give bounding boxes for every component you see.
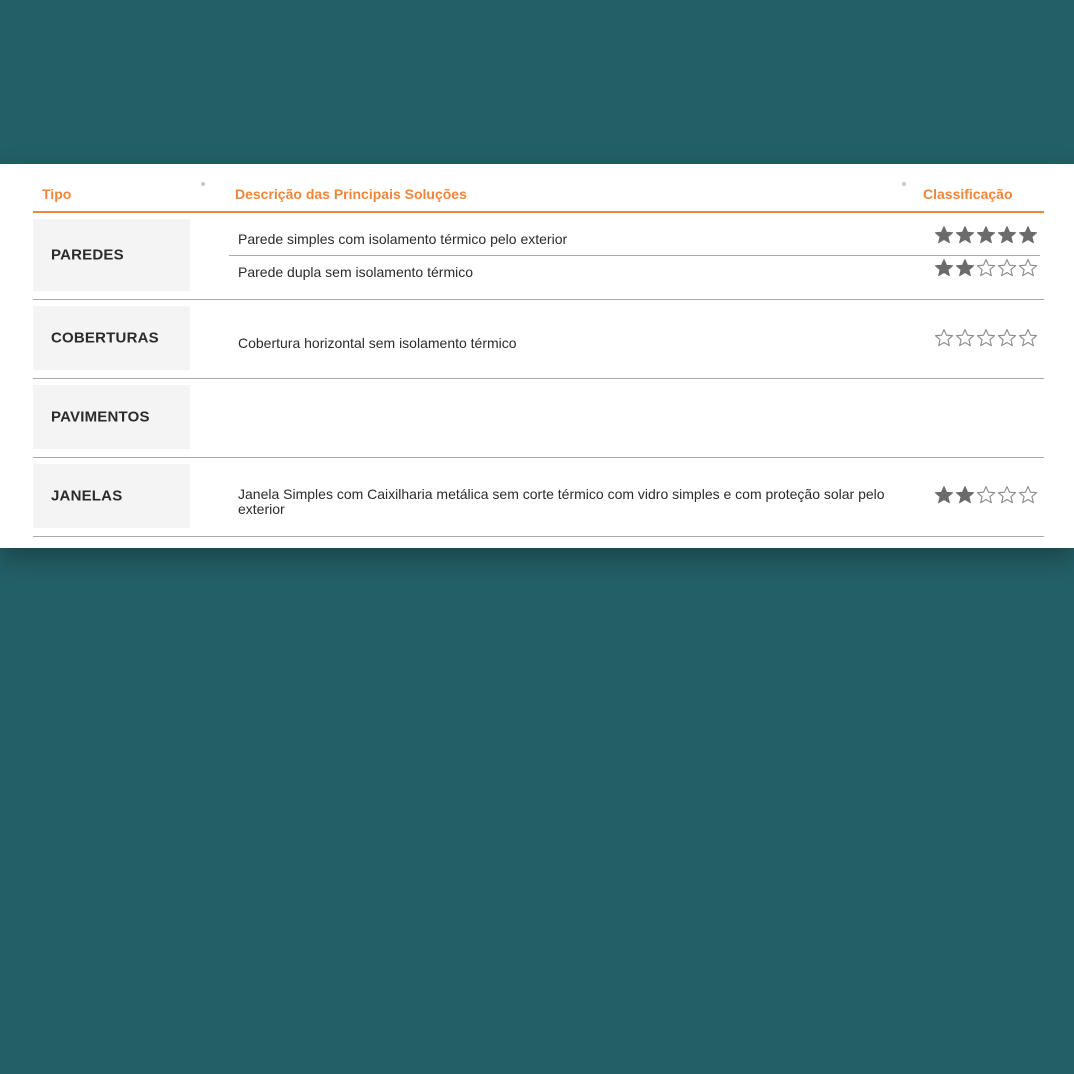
star-empty-icon [1018,258,1038,278]
table-row-coberturas [33,300,1044,379]
solution-description: Cobertura horizontal sem isolamento térmico [238,335,517,351]
star-filled-icon [934,225,954,245]
column-header-tipo[interactable]: Tipo [42,186,72,202]
row-divider [229,255,1040,256]
column-header-classificacao[interactable]: Classificação [923,186,1013,202]
star-filled-icon [976,225,996,245]
type-label: PAVIMENTOS [51,408,150,426]
solution-description: Janela Simples com Caixilharia metálica sem corte térmico com vidro simples e com proteção solar pelo exterior [238,486,885,517]
star-rating [934,485,1038,505]
star-filled-icon [997,225,1017,245]
star-filled-icon [934,485,954,505]
solution-description: Parede dupla sem isolamento térmico [238,264,474,280]
column-header-descricao[interactable]: Descrição das Principais Soluções [235,186,467,202]
star-filled-icon [955,485,975,505]
solutions-table [33,164,1044,537]
type-label: JANELAS [51,487,123,505]
star-filled-icon [1018,225,1038,245]
star-filled-icon [955,225,975,245]
star-empty-icon [997,258,1017,278]
star-empty-icon [997,328,1017,348]
type-cell [33,219,190,291]
sort-indicator-icon [201,182,205,186]
star-empty-icon [997,485,1017,505]
star-filled-icon [955,258,975,278]
star-filled-icon [934,258,954,278]
star-rating [934,328,1038,348]
star-empty-icon [976,485,996,505]
table-row-pavimentos [33,379,1044,458]
star-empty-icon [934,328,954,348]
table-row-janelas [33,458,1044,537]
sort-indicator-icon [902,182,906,186]
star-rating [934,258,1038,278]
star-empty-icon [976,258,996,278]
solutions-panel [0,164,1074,548]
type-label: COBERTURAS [51,329,159,347]
type-cell [33,464,190,528]
star-empty-icon [955,328,975,348]
table-row-paredes [33,213,1044,300]
type-cell [33,385,190,449]
solution-description: Parede simples com isolamento térmico pelo exterior [238,231,568,247]
type-cell [33,306,190,370]
star-empty-icon [976,328,996,348]
type-label: PAREDES [51,246,124,264]
table-header [33,164,1044,213]
star-empty-icon [1018,328,1038,348]
star-rating [934,225,1038,245]
star-empty-icon [1018,485,1038,505]
